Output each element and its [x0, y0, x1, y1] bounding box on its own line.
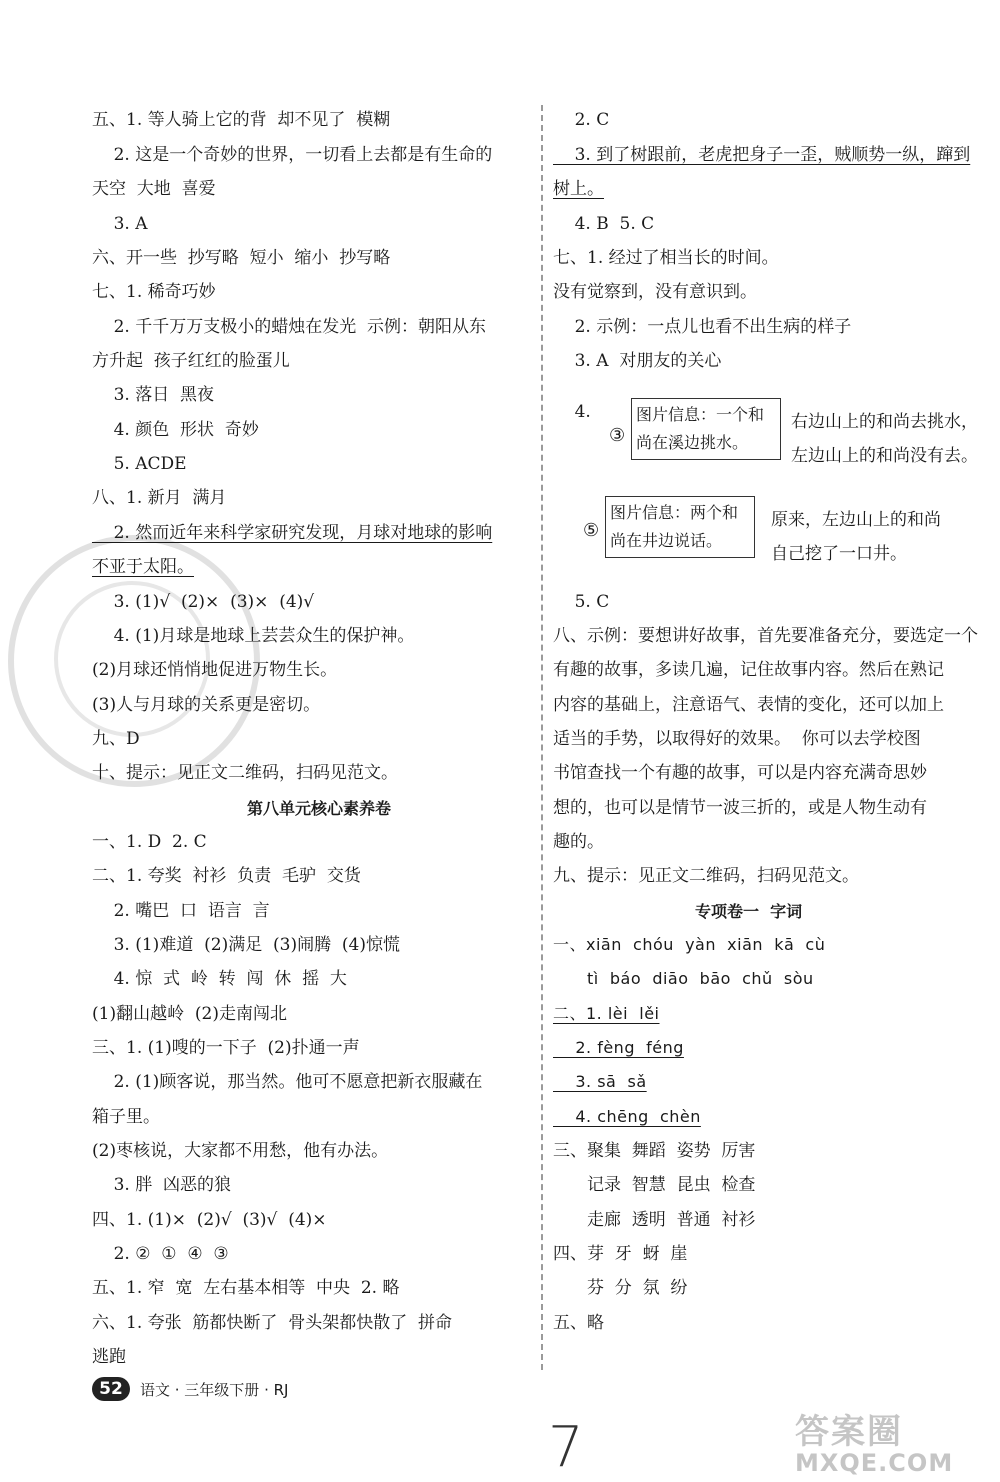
answer-line: 十、提示：见正文二维码，扫码见范文。 — [92, 763, 398, 783]
answer-line: 二、1. lèi lěi — [553, 1004, 660, 1023]
answer-line: 七、1. 稀奇巧妙 — [92, 282, 216, 302]
answer-line: 六、开一些 抄写略 短小 缩小 抄写略 — [92, 248, 391, 268]
answer-line: 2. 这是一个奇妙的世界，一切看上去都是有生命的 — [92, 145, 493, 165]
answer-line: 五、略 — [553, 1313, 604, 1333]
answer-line: 走廊 透明 普通 衬衫 — [587, 1210, 756, 1230]
answer-line: 八、示例：要想讲好故事，首先要准备充分，要选定一个 — [553, 626, 978, 646]
answer-line: 3. (1)难道 (2)满足 (3)闹腾 (4)惊慌 — [92, 935, 400, 955]
answer-line: 五、1. 等人骑上它的背 却不见了 模糊 — [92, 110, 391, 130]
section-heading: 专项卷一 字词 — [695, 902, 803, 921]
answer-line: 箱子里。 — [92, 1107, 160, 1127]
handwritten-mark: 7 — [548, 1415, 584, 1480]
answer-line: 记录 智慧 昆虫 检查 — [587, 1175, 756, 1195]
box-answer-text: 右边山上的和尚去挑水， 左边山上的和尚没有去。 — [791, 412, 978, 466]
answer-line: 天空 大地 喜爱 — [92, 179, 216, 199]
answer-line: 3. 落日 黑夜 — [92, 385, 215, 405]
section-heading: 第八单元核心素养卷 — [247, 799, 392, 818]
answer-line: 逃跑 — [92, 1347, 126, 1367]
answer-line: (2)月球还悄悄地促进万物生长。 — [92, 660, 338, 680]
answer-line: 适当的手势，以取得好的效果。 你可以去学校图 — [553, 729, 921, 749]
answer-line: 四、1. (1)× (2)√ (3)√ (4)× — [92, 1210, 327, 1230]
answer-line: 2. 示例：一点儿也看不出生病的样子 — [553, 317, 852, 337]
answer-line: 二、1. 夸奖 衬衫 负责 毛驴 交货 — [92, 866, 361, 886]
answer-line: 3. sā sǎ — [553, 1072, 647, 1091]
picture-info-box: 图片信息：两个和 尚在井边说话。 — [605, 496, 755, 558]
answer-line: 四、芽 牙 蚜 崖 — [553, 1244, 688, 1264]
answer-line: 九、提示：见正文二维码，扫码见范文。 — [553, 866, 859, 886]
watermark-line1: 答案圈 — [795, 1412, 903, 1452]
watermark-line2: MXQE.COM — [795, 1449, 954, 1477]
answer-line: 书馆查找一个有趣的故事，可以是内容充满奇思妙 — [553, 763, 927, 783]
answer-line: 3. 胖 凶恶的狼 — [92, 1175, 232, 1195]
answer-line: 趣的。 — [553, 832, 604, 852]
answer-line-underlined: 2. 然而近年来科学家研究发现，月球对地球的影响 — [92, 523, 493, 543]
answer-line: 2. fèng féng — [553, 1038, 684, 1057]
answer-line: 4. (1)月球是地球上芸芸众生的保护神。 — [92, 626, 415, 646]
answer-line: 3. (1)√ (2)× (3)× (4)√ — [92, 592, 315, 612]
answer-line: 4. 颜色 形状 奇妙 — [92, 420, 259, 440]
answer-line: 没有觉察到，没有意识到。 — [553, 282, 757, 302]
answer-line: 六、1. 夸张 筋都快断了 骨头架都快散了 拼命 — [92, 1313, 453, 1333]
answer-line: (2)枣核说，大家都不用愁，他有办法。 — [92, 1141, 389, 1161]
footer-book-title: 语文 · 三年级下册 · RJ — [140, 1381, 289, 1399]
answer-line: (3)人与月球的关系更是密切。 — [92, 695, 321, 715]
answer-line: 三、1. (1)嗖的一下子 (2)扑通一声 — [92, 1038, 360, 1058]
answer-line-underlined: 不亚于太阳。 — [92, 557, 194, 577]
answer-line: 3. A 对朋友的关心 — [553, 351, 722, 371]
box-answer-text: 原来，左边山上的和尚 自己挖了一口井。 — [771, 510, 941, 564]
answer-line: 2. 嘴巴 口 语言 言 — [92, 901, 270, 921]
answer-line: 芬 分 氛 纷 — [587, 1278, 688, 1298]
answer-line: 2. 千千万万支极小的蜡烛在发光 示例：朝阳从东 — [92, 317, 487, 337]
answer-line: 七、1. 经过了相当长的时间。 — [553, 248, 779, 268]
answer-line: 方升起 孩子红红的脸蛋儿 — [92, 351, 290, 371]
answer-line: 5. C — [553, 592, 610, 612]
answer-line-underlined: 树上。 — [553, 179, 604, 199]
answer-line: 想的，也可以是情节一波三折的，或是人物生动有 — [553, 798, 927, 818]
watermark-logo — [795, 1404, 995, 1477]
answer-line: 一、1. D 2. C — [92, 832, 207, 852]
answer-line: 内容的基础上，注意语气、表情的变化，还可以加上 — [553, 695, 944, 715]
answer-line: tì báo diāo bāo chǔ sòu — [587, 969, 814, 988]
answer-line: 三、聚集 舞蹈 姿势 厉害 — [553, 1141, 756, 1161]
picture-info-box: 图片信息：一个和 尚在溪边挑水。 — [631, 398, 781, 460]
answer-line: (1)翻山越岭 (2)走南闯北 — [92, 1004, 287, 1024]
answer-line-underlined: 3. 到了树跟前，老虎把身子一歪，贼顺势一纵，蹿到 — [553, 145, 971, 165]
answer-line: 4. B 5. C — [553, 214, 655, 234]
answer-line: 4. 惊 式 岭 转 闯 休 摇 大 — [92, 969, 347, 989]
answer-line: 五、1. 窄 宽 左右基本相等 中央 2. 略 — [92, 1278, 400, 1298]
answer-line: 2. ② ① ④ ③ — [92, 1244, 229, 1264]
answer-line: 有趣的故事，多读几遍，记住故事内容。然后在熟记 — [553, 660, 944, 680]
answer-line: 4. chēng chèn — [553, 1107, 701, 1126]
answer-line: 八、1. 新月 满月 — [92, 488, 227, 508]
circled-number: ③ — [609, 425, 626, 446]
page-number-badge: 52 — [92, 1377, 130, 1401]
answer-line: 5. ACDE — [92, 454, 187, 474]
answer-line: 2. C — [553, 110, 610, 130]
answer-line: 3. A — [92, 214, 148, 234]
answer-line: 一、xiān chóu yàn xiān kā cù — [553, 935, 826, 954]
answer-line: 九、D — [92, 729, 140, 749]
circled-number: ⑤ — [583, 520, 600, 541]
answer-line: 2. (1)顾客说，那当然。他可不愿意把新衣服藏在 — [92, 1072, 483, 1092]
column-divider — [541, 105, 543, 1370]
answer-line: 4. — [553, 402, 591, 422]
